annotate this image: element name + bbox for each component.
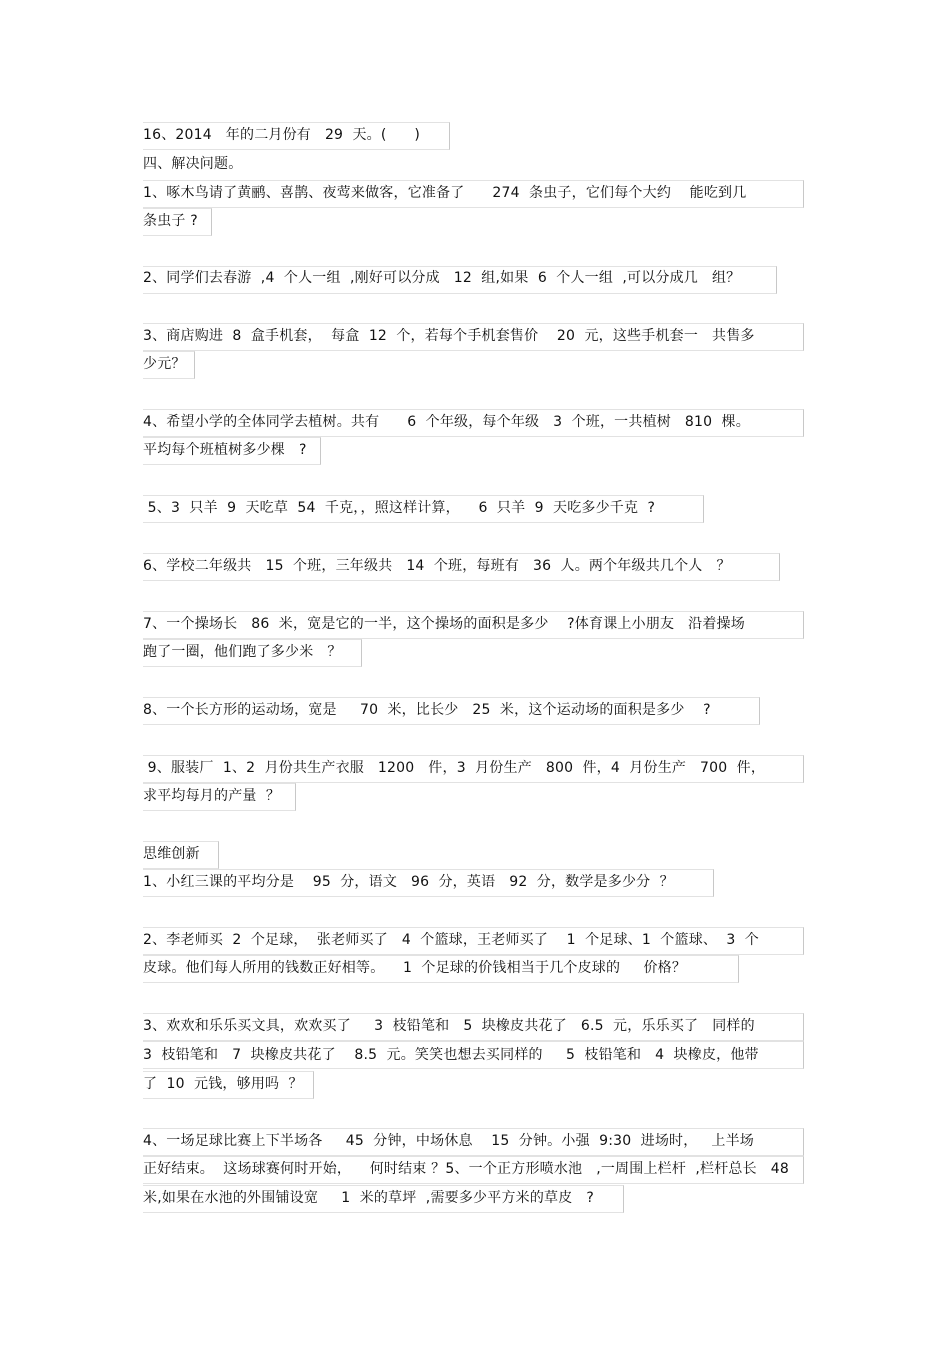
section-heading-solve-problems: 四、解决问题。: [143, 156, 243, 172]
innovation-1-line: 1、小红三课的平均分是 95 分，语文 96 分，英语 92 分，数学是多少分 ？: [143, 874, 674, 890]
problem-3-line-1: 3、商店购进 8 盒手机套， 每盒 12 个，若每个手机套售价 20 元，这些手机套一 共售多: [143, 328, 755, 344]
problem-5-line: 5、3 只羊 9 天吃草 54 千克，，照这样计算， 6 只羊 9 天吃多少千克 ?: [143, 500, 656, 516]
innovation-4-line-2: 正好结束。 这场球赛何时开始， 何时结束 ？5、一个正方形喷水池 ,一周围上栏杆 ,栏杆总长 48: [143, 1161, 789, 1177]
innovation-3-line-3: 了 10 元钱，够用吗 ？: [143, 1076, 303, 1092]
innovation-2-line-1: 2、李老师买 2 个足球， 张老师买了 4 个篮球，王老师买了 1 个足球、1 个篮球、 3 个: [143, 932, 759, 948]
problem-4-line-1: 4、希望小学的全体同学去植树。共有 6 个年级，每个年级 3 个班，一共植树 810 棵。: [143, 414, 750, 430]
problem-9-line-1: 9、服装厂 1、2 月份共生产衣服 1200 件，3 月份生产 800 件，4 月份生产 700 件，: [143, 760, 766, 776]
innovation-3-line-1: 3、欢欢和乐乐买文具，欢欢买了 3 枝铅笔和 5 块橡皮共花了 6.5 元，乐乐买了 同样的: [143, 1018, 755, 1034]
section-heading-thinking-innovation: 思维创新: [143, 846, 200, 862]
problem-9-line-2: 求平均每月的产量 ？: [143, 788, 281, 804]
innovation-3-line-2: 3 枝铅笔和 7 块橡皮共花了 8.5 元。笑笑也想去买同样的 5 枝铅笔和 4 块橡皮，他带: [143, 1047, 759, 1063]
problem-7-line-2: 跑了一圈，他们跑了多少米 ？: [143, 644, 342, 660]
problem-3-line-2: 少元？: [143, 356, 186, 372]
problem-1-line-2: 条虫子 ?: [143, 213, 198, 229]
problem-7-line-1: 7、一个操场长 86 米，宽是它的一半，这个操场的面积是多少 ?体育课上小朋友 沿着操场: [143, 616, 745, 632]
problem-8-line: 8、一个长方形的运动场，宽是 70 米，比长少 25 米，这个运动场的面积是多少 ?: [143, 702, 711, 718]
innovation-4-line-3: 米,如果在水池的外围铺设宽 1 米的草坪 ,需要多少平方米的草皮 ?: [143, 1190, 595, 1206]
problem-6-line: 6、学校二年级共 15 个班，三年级共 14 个班，每班有 36 人。两个年级共几个人 ？: [143, 558, 731, 574]
problem-2-line: 2、同学们去春游 ,4 个人一组 ,刚好可以分成 12 组,如果 6 个人一组 ,可以分成几 组？: [143, 270, 741, 286]
question-16-line: 16、2014 年的二月份有 29 天。( ): [143, 127, 421, 143]
innovation-4-line-1: 4、一场足球比赛上下半场各 45 分钟，中场休息 15 分钟。小强 9:30 进场时， 上半场: [143, 1133, 754, 1149]
problem-1-line-1: 1、啄木鸟请了黄鹂、喜鹊、夜莺来做客，它准备了 274 条虫子，它们每个大约 能吃到几: [143, 185, 747, 201]
problem-4-line-2: 平均每个班植树多少棵 ?: [143, 442, 307, 458]
innovation-2-line-2: 皮球。他们每人所用的钱数正好相等。 1 个足球的价钱相当于几个皮球的 价格？: [143, 960, 687, 976]
